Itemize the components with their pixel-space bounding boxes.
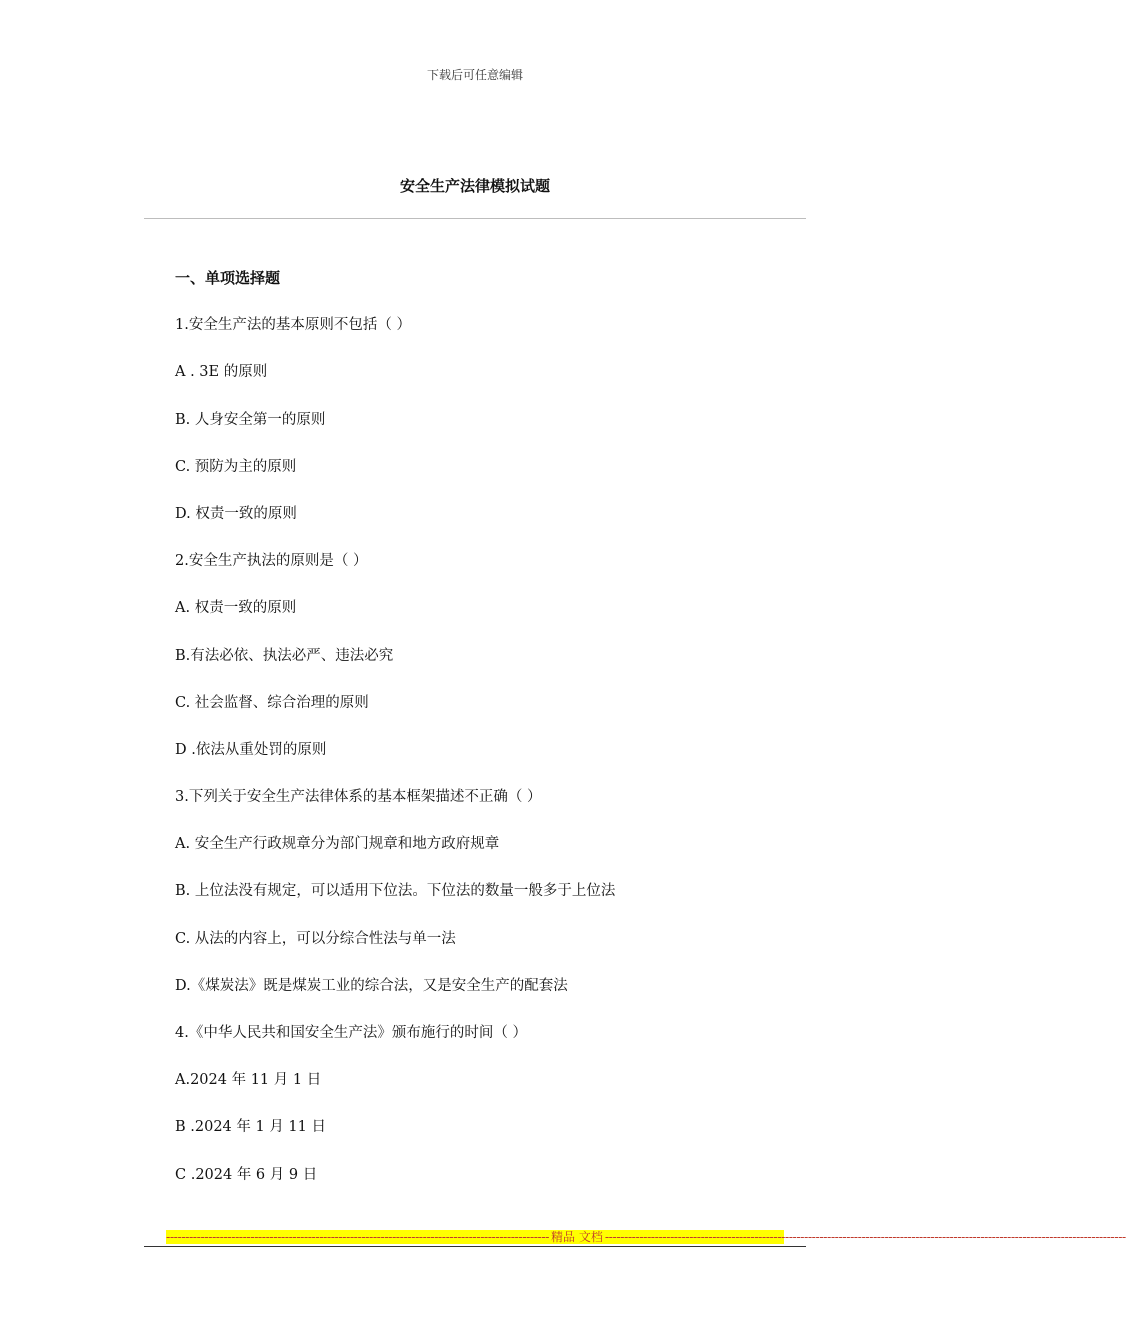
question-3: 3.下列关于安全生产法律体系的基本框架描述不正确（ ） <box>175 789 542 806</box>
option-1c: C. 预防为主的原则 <box>175 458 297 475</box>
question-1: 1.安全生产法的基本原则不包括（ ） <box>175 317 411 334</box>
option-4c: C .2024 年 6 月 9 日 <box>175 1166 318 1183</box>
title-divider <box>144 218 806 219</box>
option-2b: B.有法必依、执法必严、违法必究 <box>175 647 394 664</box>
question-2: 2.安全生产执法的原则是（ ） <box>175 553 368 570</box>
option-3d: D.《煤炭法》既是煤炭工业的综合法，又是安全生产的配套法 <box>175 977 568 994</box>
option-3c: C. 从法的内容上，可以分综合性法与单一法 <box>175 930 456 947</box>
page-header: 下载后可任意编辑 <box>426 68 523 82</box>
option-1d: D. 权责一致的原则 <box>175 505 297 522</box>
option-3b: B. 上位法没有规定，可以适用下位法。下位法的数量一般多于上位法 <box>175 883 616 900</box>
option-4a: A.2024 年 11 月 1 日 <box>175 1072 322 1089</box>
footer-banner <box>166 1230 1126 1244</box>
section-heading: 一、单项选择题 <box>175 269 281 287</box>
option-3a: A. 安全生产行政规章分为部门规章和地方政府规章 <box>175 836 500 853</box>
option-2d: D .依法从重处罚的原则 <box>175 741 327 758</box>
footer-divider <box>144 1246 806 1247</box>
footer-dashes-right: ---------------------------------------------------------------------------------------------------------------------------------------- <box>604 1230 1126 1244</box>
option-1a: A . 3E 的原则 <box>175 364 268 381</box>
option-2a: A. 权责一致的原则 <box>175 600 297 617</box>
option-1b: B. 人身安全第一的原则 <box>175 411 326 428</box>
question-4: 4.《中华人民共和国安全生产法》颁布施行的时间（ ） <box>175 1025 527 1041</box>
option-4b: B .2024 年 1 月 11 日 <box>175 1119 326 1136</box>
footer-dashes-left: ---------------------------------------------------------------------------------------------------- <box>166 1230 550 1244</box>
document-title: 安全生产法律模拟试题 <box>399 177 550 195</box>
option-2c: C. 社会监督、综合治理的原则 <box>175 694 369 711</box>
document-body <box>175 266 795 1210</box>
footer-label: 精品 文档 <box>551 1230 603 1244</box>
